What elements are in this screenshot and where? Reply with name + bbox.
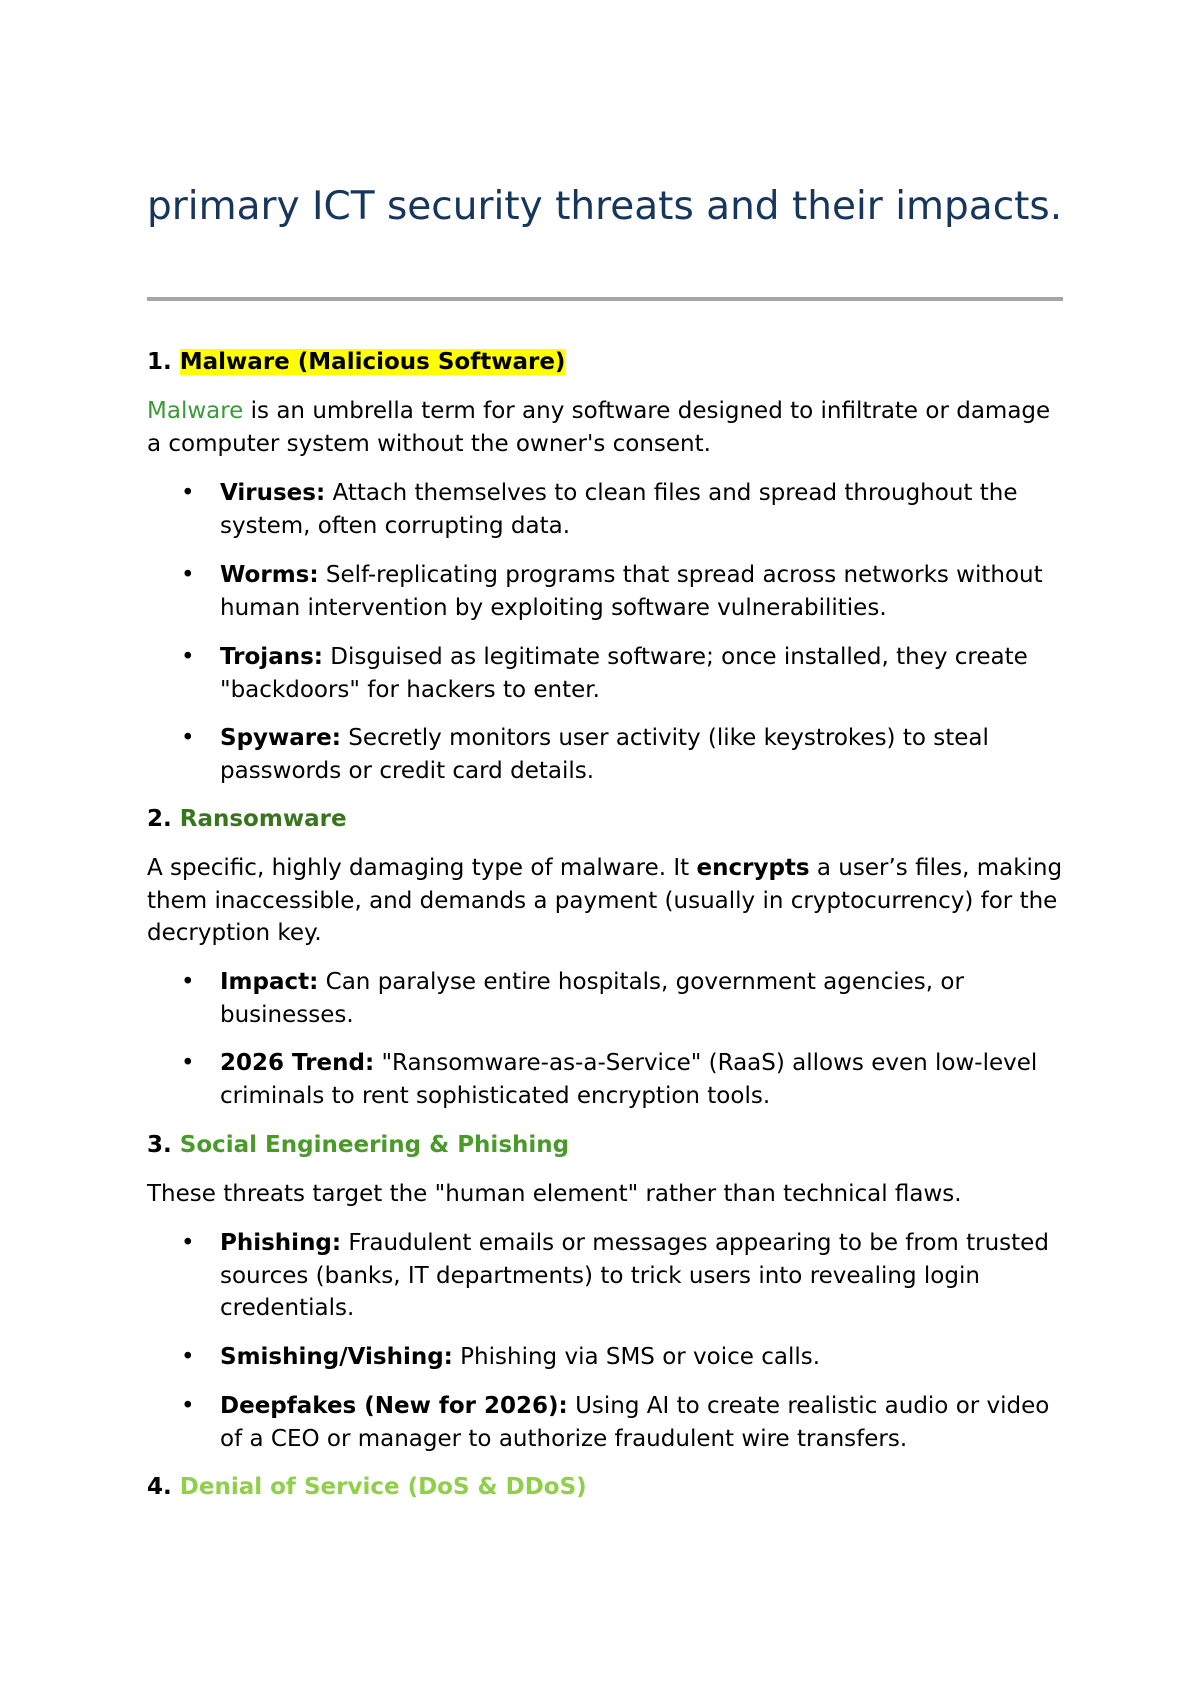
list-item-term: Trojans: (220, 644, 323, 670)
list-item-text: Phishing via SMS or voice calls. (452, 1344, 821, 1370)
bullet: • (181, 725, 195, 751)
title-divider (147, 297, 1063, 301)
list-item-term: Phishing: (220, 1230, 342, 1256)
list-item-text: Disguised as legitimate software; once installed, they create "backdoors" for hackers to enter. (220, 644, 1028, 703)
intro-term: Malware (147, 398, 244, 424)
section-title: Denial of Service (DoS & DDoS) (179, 1474, 587, 1500)
bullet: • (181, 562, 195, 588)
list-item-text: Using AI to create realistic audio or video of a CEO or manager to authorize fraudulent wire transfers. (220, 1393, 1050, 1452)
section-heading-ransomware (147, 803, 347, 836)
list-item-term: Impact: (220, 969, 319, 995)
list-item-text: "Ransomware-as-a-Service" (RaaS) allows even low-level criminals to rent sophisticated encryption tools. (220, 1050, 1038, 1109)
section-title: Ransomware (179, 806, 347, 832)
section-number: 2. (147, 806, 172, 832)
bullet: • (181, 1344, 195, 1370)
section-intro-social-engineering: These threats target the "human element" rather than technical flaws. (147, 1181, 962, 1207)
section-number: 1. (147, 349, 172, 375)
intro-text: a user’s files, making them inaccessible, and demands a payment (usually in cryptocurrency) for the decryption key. (147, 855, 1063, 946)
bullet: • (181, 969, 195, 995)
document-title: primary ICT security threats and their impacts. (147, 184, 1063, 229)
list-item-text: Fraudulent emails or messages appearing to be from trusted sources (banks, IT departments) to trick users into revealing login credentials. (220, 1230, 1049, 1321)
list-item-text: Secretly monitors user activity (like keystrokes) to steal passwords or credit card details. (220, 725, 989, 784)
section-heading-social-engineering (147, 1129, 569, 1162)
list-item-term: 2026 Trend: (220, 1050, 375, 1076)
section-heading-denial-of-service (147, 1471, 587, 1504)
intro-emphasis: encrypts (696, 855, 810, 881)
intro-text: is an umbrella term for any software designed to infiltrate or damage a computer system without the owner's consent. (147, 398, 1051, 457)
section-intro-malware (147, 395, 1063, 460)
list-item-term: Viruses: (220, 480, 326, 506)
intro-text: A specific, highly damaging type of malware. It (147, 855, 697, 881)
bullet: • (181, 1230, 195, 1256)
bullet: • (181, 644, 195, 670)
list-item-text: Attach themselves to clean files and spread throughout the system, often corrupting data. (220, 480, 1018, 539)
section-heading-malware (147, 346, 565, 379)
list-item-text: Can paralyse entire hospitals, government agencies, or businesses. (220, 969, 964, 1028)
section-number: 3. (147, 1132, 172, 1158)
bullet: • (181, 480, 195, 506)
list-item-term: Deepfakes (New for 2026): (220, 1393, 568, 1419)
section-title: Social Engineering & Phishing (179, 1132, 570, 1158)
section-number: 4. (147, 1474, 172, 1500)
section-intro-ransomware (147, 852, 1063, 950)
bullet: • (181, 1393, 195, 1419)
list-item-term: Worms: (220, 562, 319, 588)
list-item-text: Self-replicating programs that spread across networks without human intervention by exploiting software vulnerabilities. (220, 562, 1043, 621)
list-item-term: Spyware: (220, 725, 341, 751)
bullet: • (181, 1050, 195, 1076)
list-item-term: Smishing/Vishing: (220, 1344, 453, 1370)
section-title: Malware (Malicious Software) (179, 349, 566, 375)
